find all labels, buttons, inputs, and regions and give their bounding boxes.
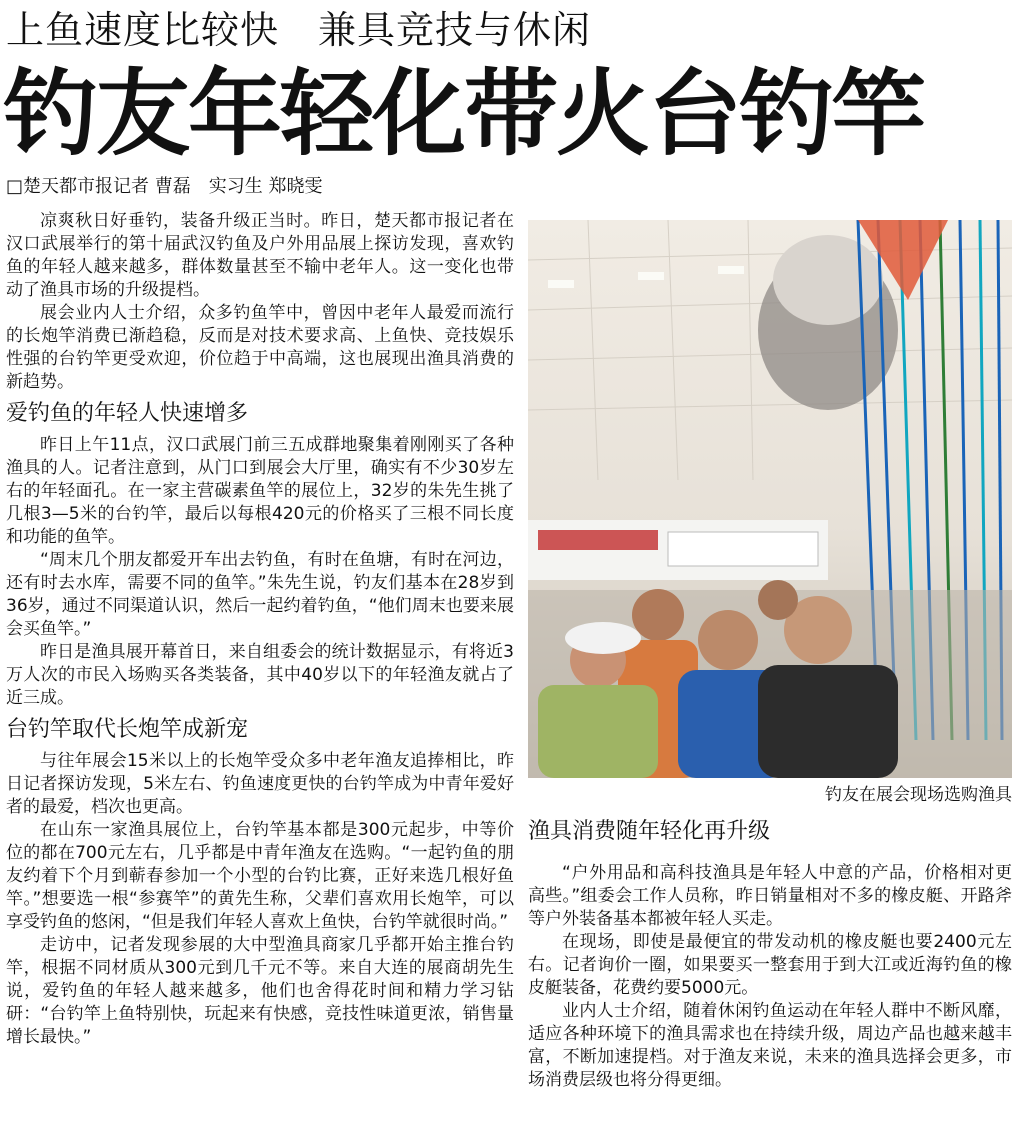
expo-photo: [528, 220, 1012, 778]
photo-caption: 钓友在展会现场选购渔具: [825, 785, 1012, 805]
body-paragraph: “户外用品和高科技渔具是年轻人中意的产品，价格相对更高些。”组委会工作人员称，昨日销量相对不多的橡皮艇、开路斧等户外装备基本都被年轻人买走。: [528, 863, 1012, 929]
section-heading: 爱钓鱼的年轻人快速增多: [6, 401, 249, 426]
section-heading: 台钓竿取代长炮竿成新宠: [6, 717, 249, 742]
body-paragraph: 业内人士介绍，随着休闲钓鱼运动在年轻人群中不断风靡，适应各种环境下的渔具需求也在持续升级，周边产品也越来越丰富，不断加速提档。对于渔友来说，未来的渔具选择会更多，市场消费层级也将分得更细。: [528, 1001, 1012, 1090]
body-paragraph: 昨日是渔具展开幕首日，来自组委会的统计数据显示，有将近3万人次的市民入场购买各类装备，其中40岁以下的年轻渔友就占了近三成。: [6, 642, 514, 708]
body-paragraph: 走访中，记者发现参展的大中型渔具商家几乎都开始主推台钓竿，根据不同材质从300元到几千元不等。来自大连的展商胡先生说，爱钓鱼的年轻人越来越多，他们也舍得花时间和精力学习钻研：“台钓竿上鱼特别快，玩起来有快感，竞技性味道更浓，销售量增长最快。”: [6, 935, 514, 1047]
body-paragraph: “周末几个朋友都爱开车出去钓鱼，有时在鱼塘，有时在河边，还有时去水库，需要不同的鱼竿。”朱先生说，钓友们基本在28岁到36岁，通过不同渠道认识，然后一起约着钓鱼，“他们周末也要来展会买鱼竿。”: [6, 550, 514, 639]
article-headline: 钓友年轻化带火台钓竿: [4, 60, 925, 169]
intro-paragraph: 展会业内人士介绍，众多钓鱼竿中，曾因中老年人最爱而流行的长炮竿消费已渐趋稳，反而是对技术要求高、上鱼快、竞技娱乐性强的台钓竿更受欢迎，价位趋于中高端，这也展现出渔具消费的新趋势。: [6, 303, 514, 392]
section-heading: 渔具消费随年轻化再升级: [528, 819, 771, 844]
body-paragraph: 在山东一家渔具展位上，台钓竿基本都是300元起步，中等价位的都在700元左右，几乎都是中青年渔友在选购。“一起钓鱼的朋友约着下个月到蕲春参加一个小型的台钓比赛，正好来选几根好鱼竿。”想要选一根“参赛竿”的黄先生称，父辈们喜欢用长炮竿，可以享受钓鱼的悠闲，“但是我们年轻人喜欢上鱼快，台钓竿就很时尚。”: [6, 820, 514, 932]
article-subtitle: 上鱼速度比较快 兼具竞技与休闲: [6, 8, 592, 52]
body-paragraph: 在现场，即使是最便宜的带发动机的橡皮艇也要2400元左右。记者询价一圈，如果要买一整套用于到大江或近海钓鱼的橡皮艇装备，花费约要5000元。: [528, 932, 1012, 998]
intro-paragraph: 凉爽秋日好垂钓，装备升级正当时。昨日，楚天都市报记者在汉口武展举行的第十届武汉钓鱼及户外用品展上探访发现，喜欢钓鱼的年轻人越来越多，群体数量甚至不输中老年人。这一变化也带动了渔具市场的升级提档。: [6, 211, 514, 300]
body-paragraph: 与往年展会15米以上的长炮竿受众多中老年渔友追捧相比，昨日记者探访发现，5米左右、钓鱼速度更快的台钓竿成为中青年爱好者的最爱，档次也更高。: [6, 751, 514, 817]
body-paragraph: 昨日上午11点，汉口武展门前三五成群地聚集着刚刚买了各种渔具的人。记者注意到，从门口到展会大厅里，确实有不少30岁左右的年轻面孔。在一家主营碳素鱼竿的展位上，32岁的朱先生挑了几根3—5米的台钓竿，最后以每根420元的价格买了三根不同长度和功能的鱼竿。: [6, 435, 514, 547]
byline: □楚天都市报记者 曹磊 实习生 郑晓雯: [6, 176, 323, 197]
right-column: [528, 818, 1012, 1092]
left-column: [6, 210, 514, 1049]
fishing-expo-photo-illustration: [528, 220, 1012, 778]
